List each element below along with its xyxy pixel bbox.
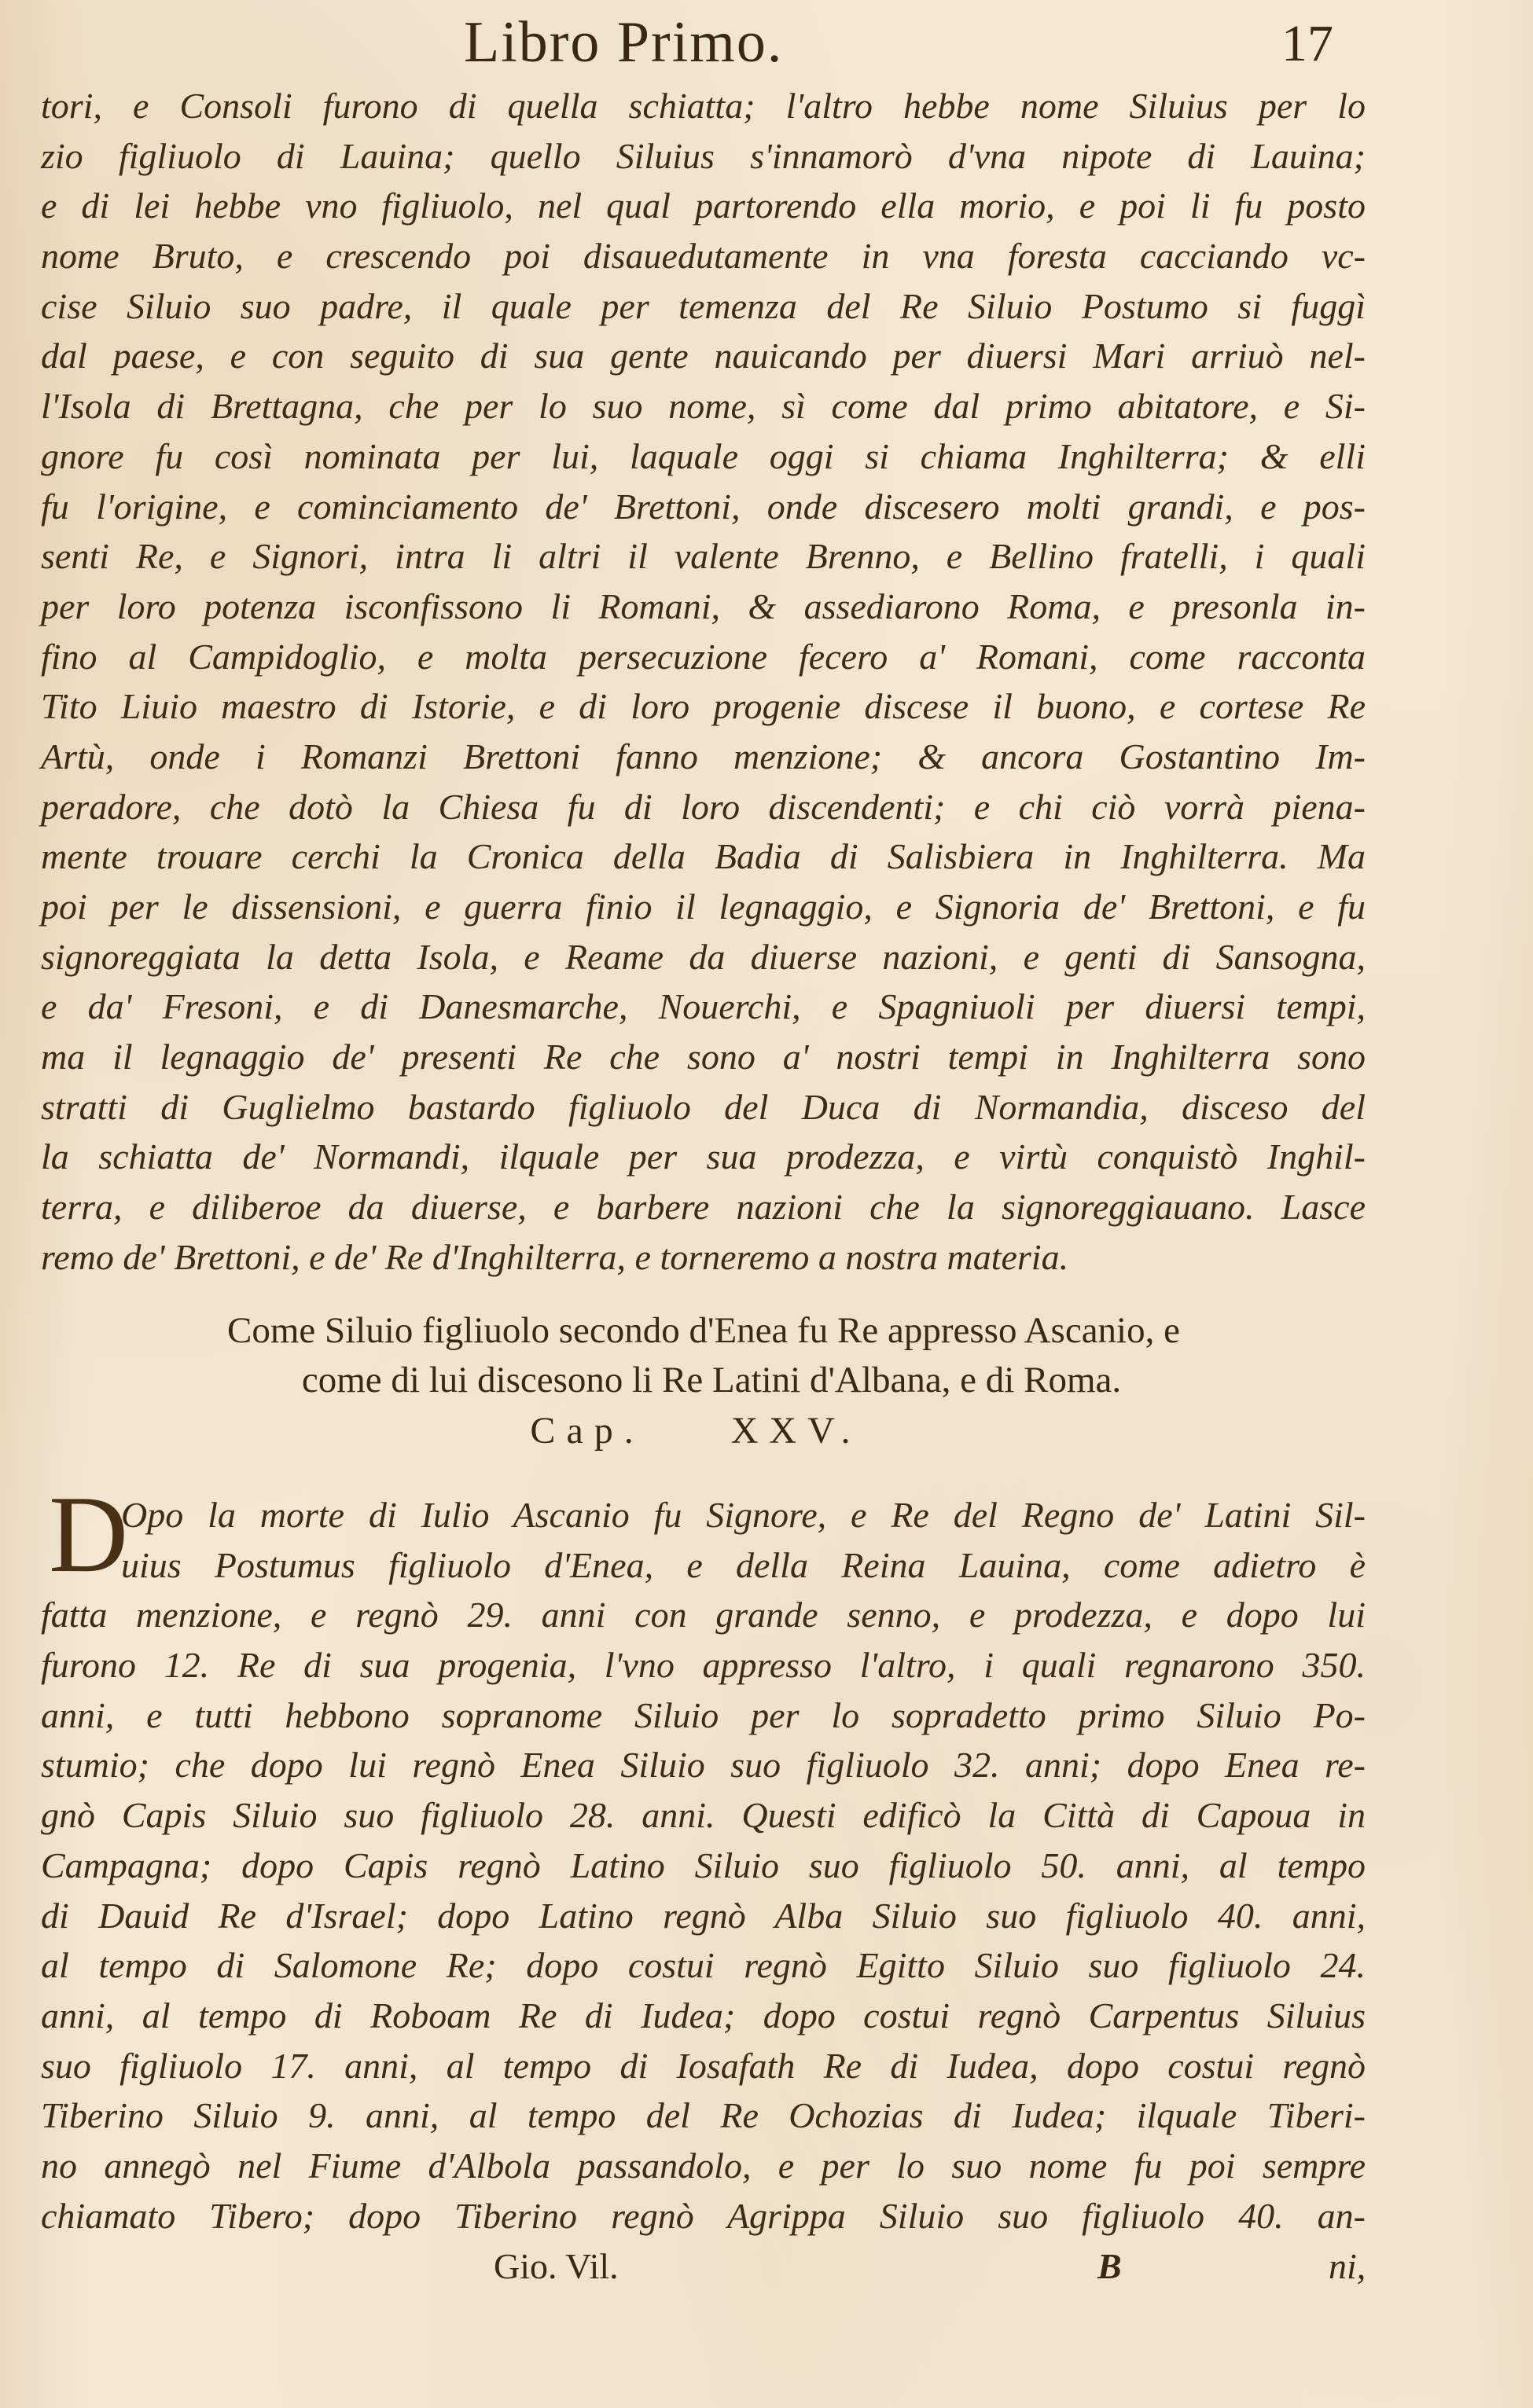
text-line: per loro potenza isconfissono li Romani, & assediarono Roma, e presonla in- bbox=[41, 585, 1366, 626]
text-line: terra, e diliberoe da diuerse, e barbere nazioni che la signoreggiauano. Lasce bbox=[41, 1187, 1366, 1228]
text-line: stratti di Guglielmo bastardo figliuolo del Duca di Normandia, disceso del bbox=[41, 1086, 1366, 1127]
text-line: furono 12. Re di sua progenia, l'vno appresso l'altro, i quali regnarono 350. bbox=[41, 1645, 1366, 1686]
gathering-mark: B bbox=[1097, 2246, 1122, 2286]
text-line: cise Siluio suo padre, il quale per temenza del Re Siluio Postumo si fuggì bbox=[41, 285, 1366, 326]
running-head bbox=[0, 9, 1533, 75]
text-line: chiamato Tibero; dopo Tiberino regnò Agrippa Siluio suo figliuolo 40. an- bbox=[41, 2195, 1366, 2236]
chapter-title-line: Come Siluio figliuolo secondo d'Enea fu Re appresso Ascanio, e bbox=[227, 1310, 1180, 1351]
text-line: e da' Fresoni, e di Danesmarche, Nouerchi, e Spagniuoli per diuersi tempi, bbox=[41, 986, 1366, 1027]
page-footer bbox=[0, 2245, 1533, 2292]
text-line: uius Postumus figliuolo d'Enea, e della Reina Lauina, come adietro è bbox=[121, 1544, 1366, 1585]
text-line: stumio; che dopo lui regnò Enea Siluio suo figliuolo 32. anni; dopo Enea re- bbox=[41, 1745, 1366, 1786]
text-line: anni, e tutti hebbono sopranome Siluio per lo sopradetto primo Siluio Po- bbox=[41, 1694, 1366, 1735]
text-line: remo de' Brettoni, e de' Re d'Inghilterra, e torneremo a nostra materia. bbox=[41, 1236, 1069, 1277]
text-line: ma il legnaggio de' presenti Re che sono a' nostri tempi in Inghilterra sono bbox=[41, 1037, 1366, 1077]
text-line: Tiberino Siluio 9. anni, al tempo del Re Ochozias di Iudea; ilquale Tiberi- bbox=[41, 2095, 1366, 2136]
text-line: poi per le dissensioni, e guerra finio il legnaggio, e Signoria de' Brettoni, e fu bbox=[41, 886, 1366, 927]
text-line: senti Re, e Signori, intra li altri il valente Brenno, e Bellino fratelli, i quali bbox=[41, 536, 1366, 577]
text-line: suo figliuolo 17. anni, al tempo di Iosafath Re di Iudea, dopo costui regnò bbox=[41, 2045, 1366, 2086]
text-line: la schiatta de' Normandi, ilquale per sua prodezza, e virtù conquistò Inghil- bbox=[41, 1136, 1366, 1177]
text-line: fino al Campidoglio, e molta persecuzione fecero a' Romani, come racconta bbox=[41, 636, 1366, 677]
catchword: ni, bbox=[1329, 2246, 1366, 2286]
text-line: Artù, onde i Romanzi Brettoni fanno menzione; & ancora Gostantino Im- bbox=[41, 736, 1366, 776]
text-line: gnò Capis Siluio suo figliuolo 28. anni. Questi edificò la Città di Capoua in bbox=[41, 1795, 1366, 1836]
text-line: peradore, che dotò la Chiesa fu di loro discendenti; e chi ciò vorrà piena- bbox=[41, 786, 1366, 827]
text-line: di Dauid Re d'Israel; dopo Latino regnò Alba Siluio suo figliuolo 40. anni, bbox=[41, 1895, 1366, 1936]
text-line: fu l'origine, e cominciamento de' Brettoni, onde discesero molti grandi, e pos- bbox=[41, 486, 1366, 527]
text-line: signoreggiata la detta Isola, e Reame da diuerse nazioni, e genti di Sansogna, bbox=[41, 936, 1366, 977]
text-line: mente trouare cerchi la Cronica della Badia di Salisbiera in Inghilterra. Ma bbox=[41, 836, 1366, 877]
text-line: Campagna; dopo Capis regnò Latino Siluio suo figliuolo 50. anni, al tempo bbox=[41, 1845, 1366, 1885]
chapter-number bbox=[0, 1405, 1533, 1457]
text-line: gnore fu così nominata per lui, laquale oggi si chiama Inghilterra; & elli bbox=[41, 435, 1366, 476]
text-line: fatta menzione, e regnò 29. anni con grande senno, e prodezza, e dopo lui bbox=[41, 1595, 1366, 1635]
text-line: Tito Liuio maestro di Istorie, e di loro progenie discese il buono, e cortese Re bbox=[41, 686, 1366, 727]
text-line: al tempo di Salomone Re; dopo costui regnò Egitto Siluio suo figliuolo 24. bbox=[41, 1945, 1366, 1986]
text-block-chapter bbox=[41, 1474, 1366, 2241]
text-block-continuation bbox=[41, 81, 1366, 1283]
chapter-roman-numeral: XXV. bbox=[730, 1410, 862, 1452]
chapter-title-line: come di lui discesono li Re Latini d'Albana, e di Roma. bbox=[301, 1360, 1122, 1400]
drop-cap-initial: D bbox=[49, 1474, 129, 1595]
text-line: Opo la morte di Iulio Ascanio fu Signore, e Re del Regno de' Latini Sil- bbox=[121, 1495, 1366, 1535]
text-line: no annegò nel Fiume d'Albola passandolo, e per lo suo nome fu poi sempre bbox=[41, 2145, 1366, 2186]
running-title: Libro Primo. bbox=[464, 10, 784, 75]
chapter-heading bbox=[0, 1306, 1533, 1457]
text-line: e di lei hebbe vno figliuolo, nel qual partorendo ella morio, e poi li fu posto bbox=[41, 185, 1366, 226]
text-line: tori, e Consoli furono di quella schiatta; l'altro hebbe nome Siluius per lo bbox=[41, 86, 1366, 126]
text-line: nome Bruto, e crescendo poi disauedutamente in vna foresta cacciando vc- bbox=[41, 236, 1366, 277]
text-line: l'Isola di Brettagna, che per lo suo nome, sì come dal primo abitatore, e Si- bbox=[41, 386, 1366, 427]
signature-line: Gio. Vil. bbox=[494, 2246, 619, 2286]
text-line: zio figliuolo di Lauina; quello Siluius s'innamorò d'vna nipote di Lauina; bbox=[41, 135, 1366, 176]
page-number: 17 bbox=[1281, 15, 1333, 72]
text-line: anni, al tempo di Roboam Re di Iudea; dopo costui regnò Carpentus Siluius bbox=[41, 1995, 1366, 2035]
text-line: dal paese, e con seguito di sua gente nauicando per diuersi Mari arriuò nel- bbox=[41, 336, 1366, 376]
chapter-label: Cap. bbox=[530, 1410, 645, 1452]
